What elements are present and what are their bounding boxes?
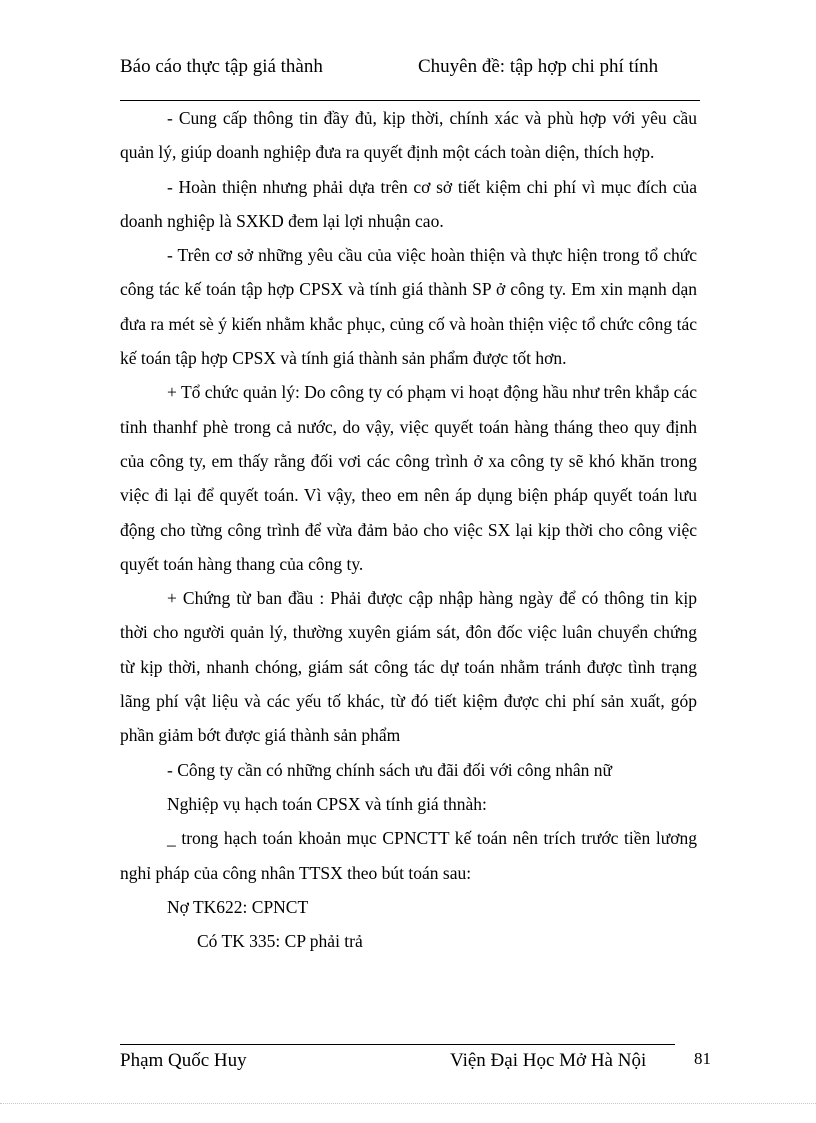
credit-entry: Có TK 335: CP phải trả bbox=[197, 931, 363, 952]
page-number: 81 bbox=[694, 1049, 711, 1068]
paragraph-3: - Trên cơ sở những yêu cầu của việc hoàn thiện và thực hiện trong tổ chức công tác kế toán tập hợp CPSX và tính giá thành SP ở công ty. Em xin mạnh dạn đưa ra mét sè ý kiến nhằm khắc phục, củng cố và hoàn thiện việc tổ chức công tác kế toán tập hợp CPSX và tính giá thành sản phẩm được tốt hơn. bbox=[120, 245, 697, 369]
paragraph-7: Nghiệp vụ hạch toán CPSX và tính giá thnàh: bbox=[167, 793, 487, 814]
paragraph-5: + Chứng từ ban đầu : Phải được cập nhập hàng ngày để có thông tin kịp thời cho người quản lý, thường xuyên giám sát, đôn đốc việc luân chuyển chứng từ kịp thời, nhanh chóng, giám sát công tác dự toán nhằm tránh được tình trạng lãng phí vật liệu và các yếu tố khác, từ đó tiết kiệm được chi phí sản xuất, góp phần giảm bớt được giá thành sản phẩm bbox=[120, 588, 697, 746]
header-right: Chuyên đề: tập hợp chi phí tính bbox=[418, 56, 659, 77]
document-body bbox=[120, 101, 697, 958]
paragraph-8: _ trong hạch toán khoản mục CPNCTT kế toán nên trích trước tiền lương nghỉ pháp của công nhân TTSX theo bút toán sau: bbox=[120, 828, 697, 883]
paragraph-2: - Hoàn thiện nhưng phải dựa trên cơ sở tiết kiệm chi phí vì mục đích của doanh nghiệp là SXKD đem lại lợi nhuận cao. bbox=[120, 176, 697, 231]
page-edge-dots bbox=[0, 1103, 816, 1104]
footer-rule bbox=[120, 1044, 675, 1045]
debit-entry: Nợ TK622: CPNCT bbox=[167, 896, 309, 917]
header-left: Báo cáo thực tập giá thành bbox=[120, 56, 323, 77]
paragraph-4: + Tổ chức quản lý: Do công ty có phạm vi hoạt động hầu như trên khắp các tỉnh thanhf phè trong cả nước, do vậy, việc quyết toán hàng tháng theo quy định của công ty, em thấy rằng đối vơi các công trình ở xa công ty sẽ khó khăn trong việc đi lại để quyết toán. Vì vậy, theo em nên áp dụng biện pháp quyết toán lưu động cho từng công trình để vừa đảm bảo cho việc SX lại kịp thời cho công việc quyết toán hàng thang của công ty. bbox=[120, 382, 697, 574]
paragraph-6: - Công ty cần có những chính sách ưu đãi đối với công nhân nữ bbox=[167, 759, 612, 780]
paragraph-1: - Cung cấp thông tin đầy đủ, kịp thời, chính xác và phù hợp với yêu cầu quản lý, giúp doanh nghiệp đưa ra quyết định một cách toàn diện, thích hợp. bbox=[120, 108, 697, 163]
footer-institution: Viện Đại Học Mở Hà Nội bbox=[450, 1050, 647, 1071]
footer-author: Phạm Quốc Huy bbox=[120, 1050, 247, 1071]
